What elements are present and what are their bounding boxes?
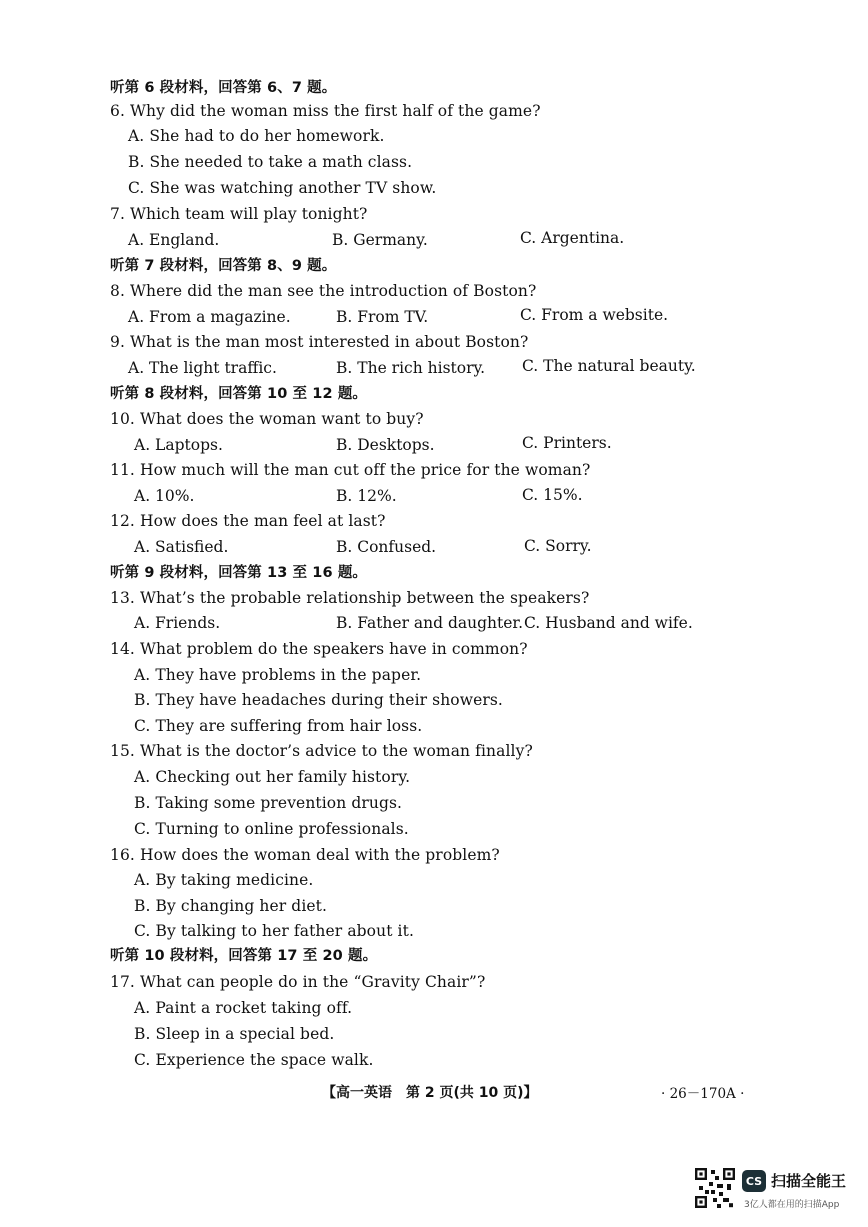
option-7b: B. Germany. (332, 231, 428, 249)
option-10a: A. Laptops. (134, 436, 223, 454)
question-14: 14. What problem do the speakers have in common? (110, 640, 528, 658)
option-7a: A. England. (128, 231, 220, 249)
option-17c: C. Experience the space walk. (134, 1051, 374, 1069)
option-12b: B. Confused. (336, 538, 437, 556)
option-14b: B. They have headaches during their showers. (134, 691, 503, 709)
option-8b: B. From TV. (336, 308, 429, 326)
option-10b: B. Desktops. (336, 436, 435, 454)
page-footer-label: 【高一英语 第 2 页(共 10 页)】 (322, 1085, 538, 1101)
section-header-7: 听第 7 段材料，回答第 8、9 题。 (110, 258, 337, 274)
option-15c: C. Turning to online professionals. (134, 820, 409, 838)
section-header-6: 听第 6 段材料，回答第 6、7 题。 (110, 80, 337, 96)
option-14a: A. They have problems in the paper. (134, 666, 422, 684)
option-14c: C. They are suffering from hair loss. (134, 717, 423, 735)
option-17b: B. Sleep in a special bed. (134, 1025, 335, 1043)
section-header-9: 听第 9 段材料，回答第 13 至 16 题。 (110, 565, 368, 581)
option-11c: C. 15%. (522, 486, 583, 504)
question-16: 16. How does the woman deal with the problem? (110, 846, 500, 864)
option-17a: A. Paint a rocket taking off. (134, 999, 353, 1017)
question-11: 11. How much will the man cut off the price for the woman? (110, 461, 591, 479)
section-header-10: 听第 10 段材料，回答第 17 至 20 题。 (110, 948, 378, 964)
option-11b: B. 12%. (336, 487, 397, 505)
question-15: 15. What is the doctor’s advice to the woman finally? (110, 742, 533, 760)
option-9b: B. The rich history. (336, 359, 486, 377)
option-15a: A. Checking out her family history. (134, 768, 411, 786)
question-13: 13. What’s the probable relationship between the speakers? (110, 589, 590, 607)
camscanner-slogan: 3亿人都在用的扫描App (744, 1200, 840, 1210)
option-13c: C. Husband and wife. (524, 614, 693, 632)
camscanner-name: 扫描全能王 (771, 1172, 847, 1190)
question-8: 8. Where did the man see the introduction of Boston? (110, 282, 537, 300)
option-6a: A. She had to do her homework. (128, 127, 385, 145)
question-7: 7. Which team will play tonight? (110, 205, 368, 223)
question-12: 12. How does the man feel at last? (110, 512, 386, 530)
option-10c: C. Printers. (522, 434, 612, 452)
option-16b: B. By changing her diet. (134, 897, 328, 915)
qr-code-icon (695, 1168, 735, 1208)
option-13b: B. Father and daughter. (336, 614, 524, 632)
option-8c: C. From a website. (520, 306, 669, 324)
option-13a: A. Friends. (134, 614, 221, 632)
option-7c: C. Argentina. (520, 229, 625, 247)
option-12a: A. Satisfied. (134, 538, 229, 556)
option-6c: C. She was watching another TV show. (128, 179, 437, 197)
question-17: 17. What can people do in the “Gravity Chair”? (110, 973, 486, 991)
option-9c: C. The natural beauty. (522, 357, 696, 375)
section-header-8: 听第 8 段材料，回答第 10 至 12 题。 (110, 386, 368, 402)
option-9a: A. The light traffic. (128, 359, 277, 377)
question-10: 10. What does the woman want to buy? (110, 410, 424, 428)
question-9: 9. What is the man most interested in about Boston? (110, 333, 529, 351)
option-12c: C. Sorry. (524, 537, 592, 555)
exam-code: · 26－170A · (661, 1086, 745, 1102)
option-11a: A. 10%. (134, 487, 195, 505)
option-8a: A. From a magazine. (128, 308, 291, 326)
option-16a: A. By taking medicine. (134, 871, 314, 889)
option-15b: B. Taking some prevention drugs. (134, 794, 403, 812)
option-16c: C. By talking to her father about it. (134, 922, 414, 940)
option-6b: B. She needed to take a math class. (128, 153, 413, 171)
question-6: 6. Why did the woman miss the first half of the game? (110, 102, 541, 120)
camscanner-logo-icon: CS (742, 1170, 766, 1192)
